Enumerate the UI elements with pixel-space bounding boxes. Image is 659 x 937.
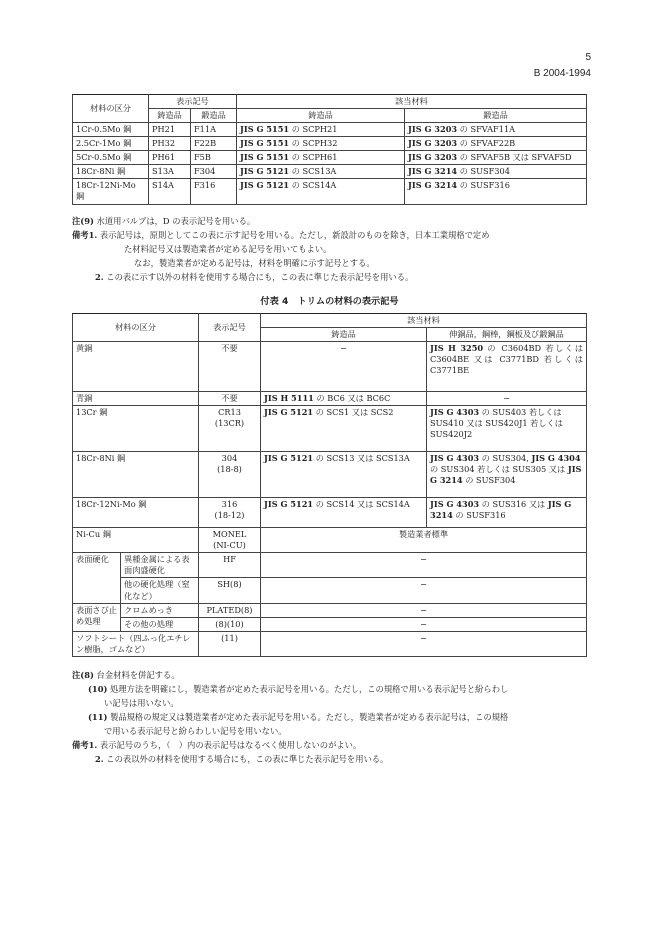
header-applicable: 該当材料 [237, 95, 587, 109]
jis-ref: JIS G 5151 [240, 138, 290, 149]
cell-text: の SCPH21 [289, 124, 338, 135]
cell-material: 2.5Cr-1Mo 鋼 [73, 137, 149, 151]
cell-cast-material [237, 137, 405, 151]
header-cast: 鋳造品 [261, 328, 427, 342]
jis-ref: JIS G 3214 [408, 180, 458, 191]
cell-cast [261, 392, 427, 406]
header-material-class: 材料の区分 [73, 95, 149, 123]
cell-applicable: − [261, 553, 587, 578]
cell-text: の SUSF316 [452, 510, 506, 521]
cell-text: の SFVAF11A [457, 124, 516, 135]
note-label: 注(8) [72, 670, 94, 680]
cell-text: の C3604BD 若しくは C3604BE 又は C3771BD 若しくは C3771BE [430, 343, 584, 376]
cell-cast [261, 452, 427, 498]
cell-material-group: 表面さび止め処理 [73, 603, 121, 631]
header-cast-symbol: 鋳造品 [149, 109, 191, 123]
symbol-main: MONEL [212, 529, 247, 540]
header-wrought: 伸銅品，鋼棒，鋼板及び鍛鋼品 [427, 328, 587, 342]
cell-material: 18Cr-8Ni 鋼 [73, 452, 199, 498]
remark-1 [72, 228, 587, 242]
jis-ref: JIS G 4303 [430, 453, 480, 464]
jis-ref: JIS G 5121 [240, 180, 290, 191]
table-row [73, 151, 587, 165]
table-row [73, 406, 587, 452]
symbol-alt: (NI-CU) [213, 540, 246, 551]
cell-cast-symbol: S14A [149, 179, 191, 204]
cell-symbol: SH(8) [199, 578, 261, 603]
cell-text: の SCPH61 [289, 152, 338, 163]
note-text: 処理方法を明確にし，製造業者が定めた表示記号を用いる。ただし，この規格で用いる表示記号と紛らわし [107, 684, 509, 694]
table-row [73, 342, 587, 392]
header-forged-material: 鍛造品 [405, 109, 587, 123]
cell-wrought [427, 342, 587, 392]
note-label: (10) [88, 684, 108, 694]
header-material-class: 材料の区分 [73, 314, 199, 342]
cell-material: 18Cr-12Ni-Mo 鋼 [73, 498, 199, 528]
notes-block-1 [72, 214, 587, 284]
cell-material: 18Cr-8Ni 鋼 [73, 165, 149, 179]
jis-ref: JIS G 3203 [408, 152, 458, 163]
note-9 [72, 214, 587, 228]
jis-ref: JIS G 5151 [240, 124, 290, 135]
page-number: 5 [585, 52, 591, 63]
cell-forged-material [405, 123, 587, 137]
cell-symbol: (8)(10) [199, 617, 261, 631]
jis-ref: JIS G 5121 [264, 407, 314, 418]
table-row [73, 165, 587, 179]
jis-ref: JIS G 3214 [430, 464, 582, 486]
cell-text: の SCS14A [289, 180, 337, 191]
jis-ref: JIS G 3203 [408, 124, 458, 135]
cell-material: 1Cr-0.5Mo 鋼 [73, 123, 149, 137]
symbol-main: CR13 [218, 407, 241, 418]
cell-material: その他の処理 [121, 617, 199, 631]
remark-label: 備考1. [72, 230, 98, 240]
note-11 [72, 710, 587, 724]
cell-cast [261, 406, 427, 452]
cell-wrought [427, 406, 587, 452]
symbol-alt: (13CR) [214, 418, 245, 429]
cell-material: Ni-Cu 鋼 [73, 528, 199, 553]
symbol-main: 316 [221, 499, 238, 510]
note-11-cont: で用いる表示記号と紛らわしい記号を用いない。 [104, 726, 287, 736]
cell-symbol [199, 498, 261, 528]
cell-cast-symbol: S13A [149, 165, 191, 179]
note-10 [72, 682, 587, 696]
cell-wrought: − [427, 392, 587, 406]
cell-material: 他の硬化処理（窒化など） [121, 578, 199, 603]
cell-symbol [199, 452, 261, 498]
header-symbol: 表示記号 [199, 314, 261, 342]
note-text: 台金材料を併記する。 [93, 670, 180, 680]
table-row [73, 553, 587, 578]
cell-text: の SCS14 又は SCS14A [313, 499, 410, 510]
jis-ref: JIS G 3214 [430, 499, 572, 521]
remark-1-cont: た材料記号又は製造業者が定める記号を用いてもよい。 [124, 244, 332, 254]
cell-text: の SCS1 又は SCS2 [313, 407, 394, 418]
cell-cast-material [237, 151, 405, 165]
cell-text: の SCS13 又は SCS13A [313, 453, 410, 464]
cell-material: 青銅 [73, 392, 199, 406]
trim-material-symbol-table [72, 313, 587, 657]
cell-applicable: − [261, 603, 587, 617]
cell-material: 5Cr-0.5Mo 鋼 [73, 151, 149, 165]
cell-cast-material [237, 123, 405, 137]
cell-symbol: 不要 [199, 342, 261, 392]
table-row [73, 631, 587, 656]
header-forged-symbol: 鍛造品 [191, 109, 237, 123]
jis-ref: JIS H 3250 [430, 343, 484, 354]
cell-cast-material [237, 179, 405, 204]
cell-material: クロムめっき [121, 603, 199, 617]
symbol-main: 304 [221, 453, 238, 464]
cell-material: 13Cr 鋼 [73, 406, 199, 452]
table-row [73, 617, 587, 631]
remark-1 [72, 738, 587, 752]
cell-cast: − [261, 342, 427, 392]
cell-text: の SFVAF22B [457, 138, 516, 149]
cell-symbol: PLATED(8) [199, 603, 261, 617]
cell-cast-symbol: PH61 [149, 151, 191, 165]
cell-material: 異種金属による表面肉盛硬化 [121, 553, 199, 578]
cell-text: の SFVAF5B 又は SFVAF5D [457, 152, 572, 163]
jis-ref: JIS G 4303 [430, 407, 480, 418]
note-label: 注(9) [72, 216, 94, 226]
table-row [73, 392, 587, 406]
cell-text: の SUS403 若しくは SUS410 又は SUS420J1 若しくは SUS420J2 [430, 407, 563, 440]
symbol-alt: (18-12) [214, 510, 245, 521]
table-row [73, 179, 587, 204]
cell-applicable: − [261, 631, 587, 656]
cell-text: の SUS304 若しくは SUS305 又は [430, 464, 568, 475]
table-row [73, 498, 587, 528]
cell-symbol: 不要 [199, 392, 261, 406]
jis-ref: JIS H 5111 [264, 393, 314, 404]
jis-ref: JIS G 5151 [240, 152, 290, 163]
cell-forged-symbol: F11A [191, 123, 237, 137]
jis-ref: JIS G 5121 [264, 499, 314, 510]
table-row [73, 603, 587, 617]
jis-ref: JIS G 4303 [430, 499, 480, 510]
table-row [73, 123, 587, 137]
cell-text: の SCS13A [289, 166, 337, 177]
note-10-cont: い記号は用いない。 [104, 698, 179, 708]
cell-wrought [427, 452, 587, 498]
cell-applicable: − [261, 617, 587, 631]
remark-2 [72, 752, 587, 766]
cell-cast-material [237, 165, 405, 179]
note-text: 製品規格の規定又は製造業者が定めた表示記号を用いる。ただし，製造業者が定める表示記号は，この規格 [107, 712, 509, 722]
jis-ref: JIS G 3203 [408, 138, 458, 149]
cell-text: の SUSF304 [462, 475, 516, 486]
cell-applicable: − [261, 578, 587, 603]
cell-text: の SUSF316 [457, 180, 510, 191]
cell-material-group: 表面硬化 [73, 553, 121, 603]
header-cast-material: 鋳造品 [237, 109, 405, 123]
cell-text: の SUSF304 [457, 166, 510, 177]
remark-1-note: なお，製造業者が定める記号は，材料を明確に示す記号とする。 [134, 258, 375, 268]
note-text: 水道用バルブは，D の表示記号を用いる。 [93, 216, 256, 226]
cell-cast-symbol: PH32 [149, 137, 191, 151]
cell-text: の SUS316 又は [479, 499, 548, 510]
remark-text: この表以外の材料を使用する場合にも，この表に準じた表示記号を用いる。 [103, 754, 389, 764]
table-row [73, 528, 587, 553]
cell-forged-symbol: F22B [191, 137, 237, 151]
remark-text: 表示記号は，原則としてこの表に示す記号を用いる。ただし，新設計のものを除き，日本工業規格で定め [97, 230, 490, 240]
note-8 [72, 668, 587, 682]
cell-material: 黄銅 [73, 342, 199, 392]
cell-cast-symbol: PH21 [149, 123, 191, 137]
cell-symbol: (11) [199, 631, 261, 656]
remark-text: この表に示す以外の材料を使用する場合にも，この表に準じた表示記号を用いる。 [103, 272, 414, 282]
remark-label: 2. [95, 272, 104, 282]
note-label: (11) [88, 712, 108, 722]
table-row [73, 452, 587, 498]
cell-applicable: 製造業者標準 [261, 528, 587, 553]
table-row [73, 578, 587, 603]
table-row [73, 137, 587, 151]
jis-ref: JIS G 5121 [240, 166, 290, 177]
header-applicable: 該当材料 [261, 314, 587, 328]
table-caption: 付表 4 トリムの材料の表示記号 [260, 296, 399, 307]
cell-text: の SCPH32 [289, 138, 338, 149]
material-symbol-table-1 [72, 94, 587, 205]
cell-forged-material [405, 179, 587, 204]
cell-wrought [427, 498, 587, 528]
jis-ref: JIS G 3214 [408, 166, 458, 177]
remark-label: 備考1. [72, 740, 98, 750]
cell-forged-symbol: F5B [191, 151, 237, 165]
cell-text: の SUS304, [479, 453, 532, 464]
header-symbol: 表示記号 [149, 95, 237, 109]
cell-text: の BC6 又は BC6C [313, 393, 391, 404]
cell-symbol [199, 528, 261, 553]
notes-block-2 [72, 668, 587, 766]
cell-material: 18Cr-12Ni-Mo 鋼 [73, 179, 149, 204]
cell-forged-symbol: F304 [191, 165, 237, 179]
cell-symbol: HF [199, 553, 261, 578]
remark-2 [72, 270, 587, 284]
remark-text: 表示記号のうち，（ ）内の表示記号はなるべく使用しないのがよい。 [97, 740, 362, 750]
cell-symbol [199, 406, 261, 452]
cell-forged-material [405, 137, 587, 151]
standard-number: B 2004-1994 [533, 68, 591, 79]
cell-material: ソフトシート（四ふっ化エチレン樹脂，ゴムなど） [73, 631, 199, 656]
remark-label: 2. [95, 754, 104, 764]
cell-forged-material [405, 165, 587, 179]
symbol-alt: (18-8) [217, 464, 242, 475]
jis-ref: JIS G 4304 [531, 453, 581, 464]
cell-cast [261, 498, 427, 528]
cell-forged-symbol: F316 [191, 179, 237, 204]
jis-ref: JIS G 5121 [264, 453, 314, 464]
cell-forged-material [405, 151, 587, 165]
